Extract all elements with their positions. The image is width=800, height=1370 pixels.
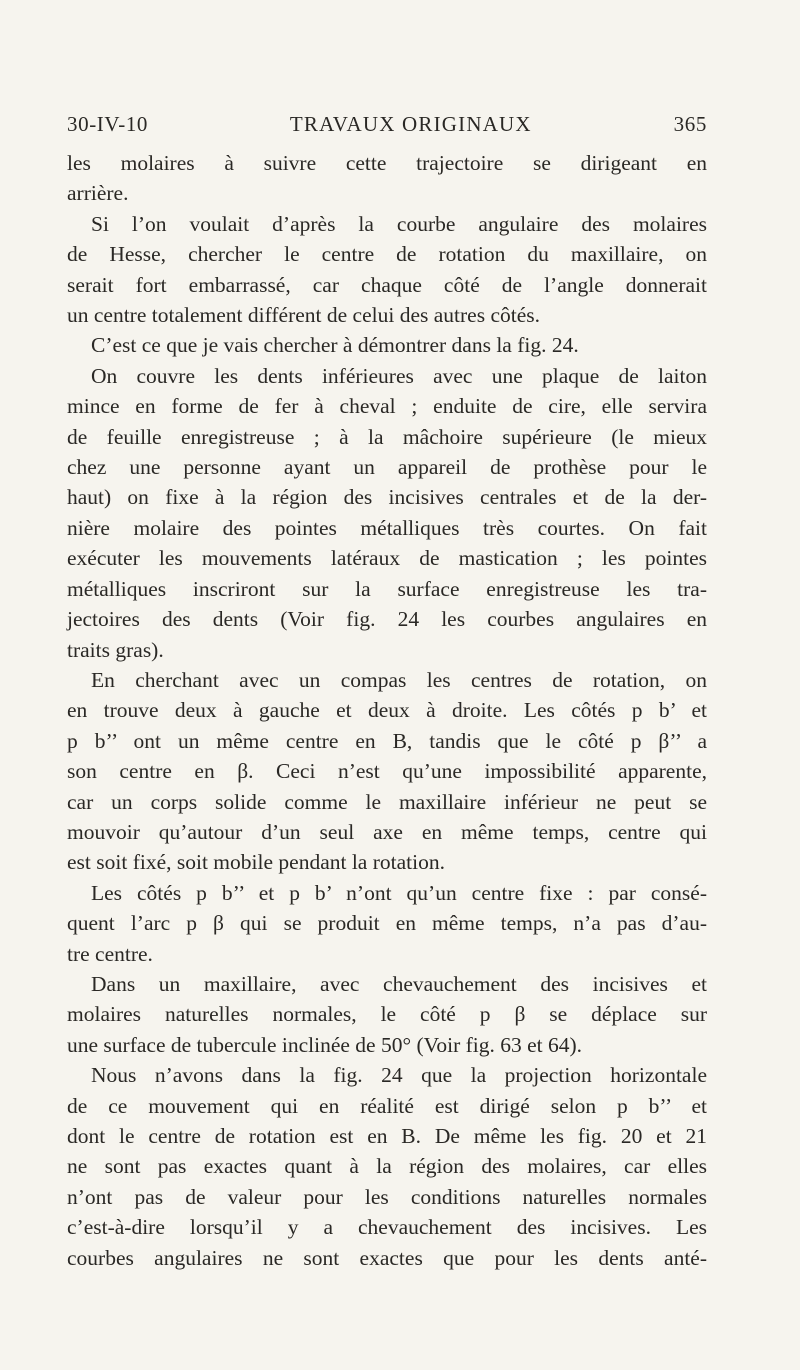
text-line: une surface de tubercule inclinée de 50° (Voir fig. 63 et 64). xyxy=(67,1032,583,1057)
text-line: serait fort embarrassé, car chaque côté de l’angle donnerait xyxy=(67,272,707,297)
text-line: n’ont pas de valeur pour les conditions naturelles normales xyxy=(67,1184,707,1209)
text-line: chez une personne ayant un appareil de prothèse pour le xyxy=(67,455,707,480)
text-line: son centre en β. Ceci n’est qu’une impossibilité apparente, xyxy=(67,759,707,784)
text-line: quent l’arc p β qui se produit en même temps, n’a pas d’au- xyxy=(67,911,707,936)
text-line: nière molaire des pointes métalliques très courtes. On fait xyxy=(67,515,707,540)
text-line: ne sont pas exactes quant à la région des molaires, car elles xyxy=(67,1154,707,1179)
text-line: exécuter les mouvements latéraux de mastication ; les pointes xyxy=(67,546,707,571)
text-line: dont le centre de rotation est en B. De même les fig. 20 et 21 xyxy=(67,1124,707,1148)
text-line: p b’’ ont un même centre en B, tandis que le côté p β’’ a xyxy=(67,728,707,753)
text-line: traits gras). xyxy=(67,637,164,662)
text-line: Nous n’avons dans la fig. 24 que la projection horizontale xyxy=(91,1063,707,1088)
text-line: En cherchant avec un compas les centres de rotation, on xyxy=(91,667,707,692)
text-line: car un corps solide comme le maxillaire inférieur ne peut se xyxy=(67,789,707,814)
text-line: haut) on fixe à la région des incisives centrales et de la der- xyxy=(67,485,707,510)
text-line: c’est-à-dire lorsqu’il y a chevauchement des incisives. Les xyxy=(67,1215,707,1240)
page-number: 365 xyxy=(673,112,707,136)
text-line: de feuille enregistreuse ; à la mâchoire supérieure (le mieux xyxy=(67,424,707,449)
text-line: en trouve deux à gauche et deux à droite. Les côtés p b’ et xyxy=(67,698,707,723)
text-line: molaires naturelles normales, le côté p β se déplace sur xyxy=(67,1002,707,1027)
text-line: un centre totalement différent de celui des autres côtés. xyxy=(67,303,540,328)
body-text xyxy=(67,148,707,1273)
text-line: Si l’on voulait d’après la courbe angulaire des molaires xyxy=(91,211,707,236)
text-line: Dans un maxillaire, avec chevauchement des incisives et xyxy=(91,971,707,996)
text-line: métalliques inscriront sur la surface enregistreuse les tra- xyxy=(67,576,707,601)
text-line: est soit fixé, soit mobile pendant la rotation. xyxy=(67,850,445,875)
text-line: On couvre les dents inférieures avec une plaque de laiton xyxy=(91,363,707,388)
header-date: 30-IV-10 xyxy=(67,112,149,136)
text-line: mince en forme de fer à cheval ; enduite de cire, elle servira xyxy=(67,394,707,419)
text-line: tre centre. xyxy=(67,941,153,966)
text-line: de ce mouvement qui en réalité est dirigé selon p b’’ et xyxy=(67,1093,707,1118)
book-page xyxy=(67,112,707,1273)
header-title: TRAVAUX ORIGINAUX xyxy=(289,112,532,136)
text-line: mouvoir qu’autour d’un seul axe en même temps, centre qui xyxy=(67,819,707,844)
text-line: arrière. xyxy=(67,181,129,206)
text-line: les molaires à suivre cette trajectoire se dirigeant en xyxy=(67,151,707,175)
text-line: Les côtés p b’’ et p b’ n’ont qu’un centre fixe : par consé- xyxy=(91,880,707,905)
text-line: C’est ce que je vais chercher à démontrer dans la fig. 24. xyxy=(91,333,579,358)
text-line: de Hesse, chercher le centre de rotation du maxillaire, on xyxy=(67,242,707,267)
running-head xyxy=(67,112,707,142)
text-line: courbes angulaires ne sont exactes que pour les dents anté- xyxy=(67,1245,707,1270)
text-line: jectoires des dents (Voir fig. 24 les courbes angulaires en xyxy=(67,607,707,632)
